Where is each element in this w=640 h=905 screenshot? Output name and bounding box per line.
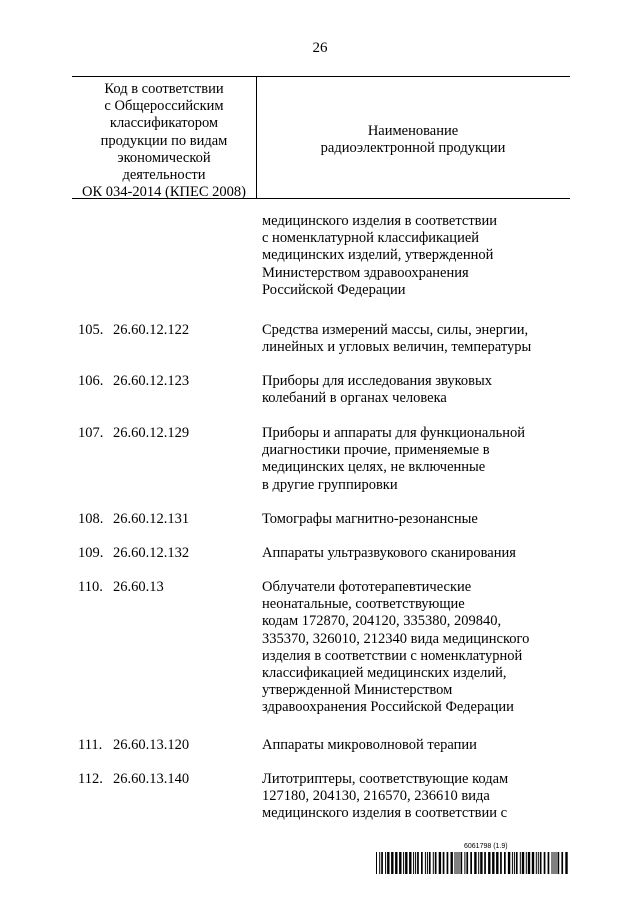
row-number: 108. bbox=[78, 511, 104, 527]
name-line: Приборы и аппараты для функциональной bbox=[262, 425, 526, 441]
barcode-label: 6061798 (1.9) bbox=[464, 843, 508, 850]
name-line: в другие группировки bbox=[262, 476, 398, 493]
name-line: Министерством здравоохранения bbox=[262, 264, 469, 281]
name-line: 335370, 326010, 212340 вида медицинского bbox=[262, 630, 530, 647]
row-name bbox=[262, 511, 570, 528]
name-line: Российской Федерации bbox=[262, 281, 406, 298]
row-code: 26.60.12.131 bbox=[113, 511, 190, 527]
name-line: Средства измерений массы, силы, энергии, bbox=[262, 322, 529, 338]
row-number: 110. bbox=[78, 579, 103, 595]
header-name-line: Наименование bbox=[367, 123, 459, 139]
header-code-line: деятельности bbox=[122, 167, 206, 184]
name-line: Приборы для исследования звуковых bbox=[262, 373, 493, 389]
row-code: 26.60.13 bbox=[113, 579, 164, 595]
row-number: 112. bbox=[78, 771, 103, 787]
header-code-line: продукции по видам bbox=[100, 132, 228, 149]
row-code: 26.60.13.120 bbox=[113, 737, 190, 753]
header-code-line: ОК 034-2014 (КПЕС 2008) bbox=[82, 184, 246, 201]
name-line: Облучатели фототерапевтические bbox=[262, 579, 472, 595]
header-code-line: классификатором bbox=[109, 115, 219, 132]
name-line: медицинского изделия в соответствии с bbox=[262, 805, 508, 822]
name-line: изделия в соответствии с номенклатурной bbox=[262, 647, 523, 664]
row-number: 109. bbox=[78, 545, 104, 561]
name-line: медицинских изделий, утвержденной bbox=[262, 247, 494, 264]
name-line: с номенклатурной классификацией bbox=[262, 230, 480, 247]
header-code-line: экономической bbox=[117, 149, 211, 166]
row-code: 26.60.12.122 bbox=[113, 322, 190, 338]
name-line: 127180, 204130, 216570, 236610 вида bbox=[262, 788, 490, 805]
row-name bbox=[262, 545, 570, 562]
continuation-name bbox=[262, 213, 570, 299]
name-line: здравоохранения Российской Федерации bbox=[262, 699, 514, 716]
row-name bbox=[262, 771, 570, 823]
row-number: 111. bbox=[78, 737, 103, 753]
barcode-icon bbox=[376, 852, 570, 874]
name-line: медицинских целях, не включенные bbox=[262, 459, 486, 476]
name-line: классификацией медицинских изделий, bbox=[262, 665, 507, 682]
header-code-line: Код в соответствии bbox=[104, 81, 224, 97]
row-number: 107. bbox=[78, 425, 104, 441]
header-name-line: радиоэлектронной продукции bbox=[320, 140, 506, 157]
row-name bbox=[262, 737, 570, 754]
row-name bbox=[262, 373, 570, 407]
row-code: 26.60.12.123 bbox=[113, 373, 190, 389]
name-line: Литотриптеры, соответствующие кодам bbox=[262, 771, 509, 787]
row-name bbox=[262, 579, 570, 717]
name-line: Томографы магнитно-резонансные bbox=[262, 511, 478, 527]
row-code: 26.60.12.129 bbox=[113, 425, 190, 441]
row-name bbox=[262, 425, 570, 494]
name-line: неонатальные, соответствующие bbox=[262, 596, 465, 613]
name-line: кодам 172870, 204120, 335380, 209840, bbox=[262, 613, 502, 630]
name-line: диагностики прочие, применяемые в bbox=[262, 442, 490, 459]
name-line: утвержденной Министерством bbox=[262, 682, 453, 699]
name-line: колебаний в органах человека bbox=[262, 390, 447, 407]
name-line: линейных и угловых величин, температуры bbox=[262, 339, 532, 356]
page-number: 26 bbox=[312, 40, 328, 56]
row-number: 106. bbox=[78, 373, 104, 389]
header-code-line: с Общероссийским bbox=[104, 98, 224, 115]
row-name bbox=[262, 322, 570, 356]
row-code: 26.60.13.140 bbox=[113, 771, 190, 787]
name-line: Аппараты микроволновой терапии bbox=[262, 737, 477, 753]
row-number: 105. bbox=[78, 322, 104, 338]
row-code: 26.60.12.132 bbox=[113, 545, 190, 561]
name-line: Аппараты ультразвукового сканирования bbox=[262, 545, 516, 561]
name-line: медицинского изделия в соответствии bbox=[262, 213, 498, 229]
